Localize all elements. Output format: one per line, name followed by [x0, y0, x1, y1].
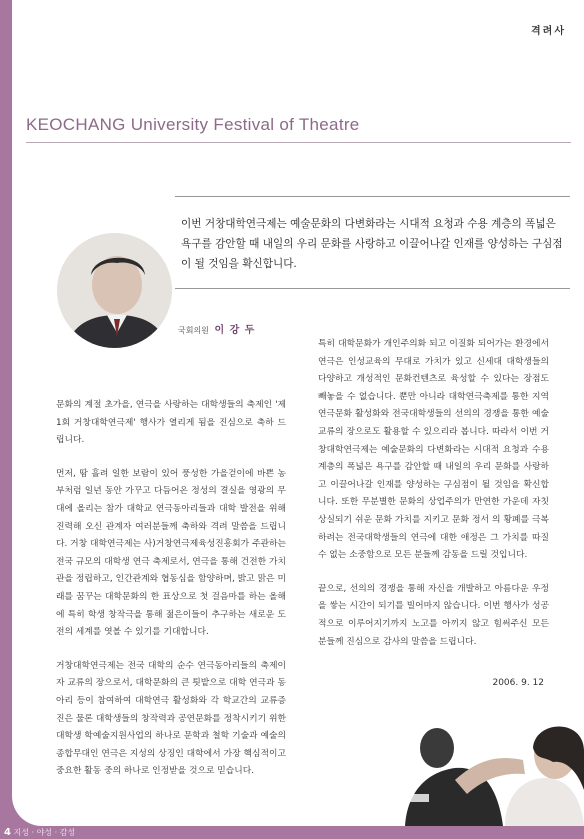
- author-name: 이 강 두: [214, 325, 256, 336]
- title-rule: [26, 142, 571, 143]
- body-paragraph: 끝으로, 선의의 경쟁을 통해 자신을 개발하고 아름다운 우정을 쌓는 시간이 되기를 빌어마지 않습니다. 이번 행사가 성공적으로 이루어지기까지 노고를 아끼지 않고 힘써주신 모든 분들께 진심으로 감사의 말씀을 드립니다.: [318, 583, 549, 647]
- quote-top-rule: [175, 196, 570, 197]
- body-paragraph: 먼저, 땀 흘려 일한 보람이 있어 풍성한 가을걷이에 바쁜 농부처럼 일년 동안 가꾸고 다듬어온 정성의 결실을 영광의 무대에 올리는 참가 대학교 연극동아리들과 대학 발전을 위해 진력해 오신 관계자 여러분들께 축하와 격려 말씀을 드립니다. 거창 대학연극제는 사)거창연극제육성진흥회가 주관하는 전국 규모의 대학생 연극 축제로서, 연극을 통해 건전한 가치관을 정립하고, 인간관계와 협동심을 함양하며, 밝고 맑은 미래를 꿈꾸는 대학문화의 한 표상으로 첫 걸음마를 하는 올해에 특히 학생 창작극을 통해 젊은이들이 추구하는 새로운 도전의 세계를 엿볼 수 있기를 기대합니다.: [56, 468, 286, 638]
- footer: [4, 827, 75, 838]
- author-role: 국회의원: [178, 326, 209, 335]
- section-tag: 격려사: [531, 26, 566, 37]
- body-column-left: [56, 397, 286, 797]
- author-line: [178, 321, 255, 336]
- letter-date: 2006. 9. 12: [492, 678, 544, 688]
- author-photo: [57, 233, 172, 348]
- pull-quote: 이번 거창대학연극제는 예술문화의 다변화라는 시대적 요청과 수용 계층의 폭넓은 욕구를 감안할 때 내일의 우리 문화를 사랑하고 이끌어나갈 인재를 양성하는 구심점이 될 것임을 확신합니다.: [181, 218, 563, 270]
- quote-bottom-rule: [175, 288, 570, 289]
- body-column-right: [318, 336, 549, 667]
- body-paragraph: 거창대학연극제는 전국 대학의 순수 연극동아리들의 축제이자 교류의 장으로서, 대학문화의 큰 틧밭으로 대학 연극과 동아리 등이 참여하여 대학연극 활성화와 각 학교간의 교류증진은 물론 대학생들의 창작력과 공연문화를 정착시키기 위한 대학생 학예술지원사업의 하나로 문학과 철학 기술과 예술의 종합무대인 연극은 지성의 상징인 대학에서 가장 핵심적이고 중요한 활동 중의 하나로 인정받을 것으로 믿습니다.: [56, 660, 286, 777]
- author-portrait-illustration: [57, 233, 172, 348]
- festival-title: [26, 115, 360, 135]
- festival-title-rest: University Festival of Theatre: [130, 115, 360, 134]
- body-paragraph: 문화의 계절 초가을, 연극을 사랑하는 대학생들의 축제인 '제1회 거창대학연극제' 행사가 열리게 됨을 진심으로 축하 드립니다.: [56, 400, 286, 446]
- festival-title-keochang: KEOCHANG: [26, 115, 126, 134]
- page-number: 4: [4, 827, 11, 838]
- performance-photo: [385, 690, 584, 826]
- body-paragraph: 특히 대학문화가 개인주의화 되고 이질화 되어가는 환경에서 연극은 인성교육의 무대로 가치가 있고 신세대 대학생들의 다양하고 개성적인 문화컨텐츠로 육성할 수 있다는 장점도 빼놓을 수 없습니다. 뿐만 아니라 대학연극축제를 통한 지역연극문화 활성화와 전국대학생들의 선의의 경쟁을 통한 예술교류의 장으로도 활용할 수 있으리라 봅니다. 따라서 이번 거창대학연극제는 예술문화의 다변화라는 시대적 요청과 수용 계층의 폭넓은 욕구를 감안할 때 내일의 우리 문화를 사랑하고 이끌어나갈 인재를 양성하는 구심점이 될 것임을 확신합니다. 또한 무분별한 문화의 상업주의가 만연한 가운데 자칫 상실되기 쉬운 문화 가치를 지키고 문화 정서 의 황폐를 극복하려는 전국대학생들의 연극에 대한 애정은 그 가치를 따질 수 없는 소중함으로 모든 분들께 감동을 드릴 것입니다.: [318, 339, 549, 561]
- performance-scene-illustration: [385, 690, 584, 826]
- footer-text: 지성 · 야성 · 감성: [13, 828, 76, 837]
